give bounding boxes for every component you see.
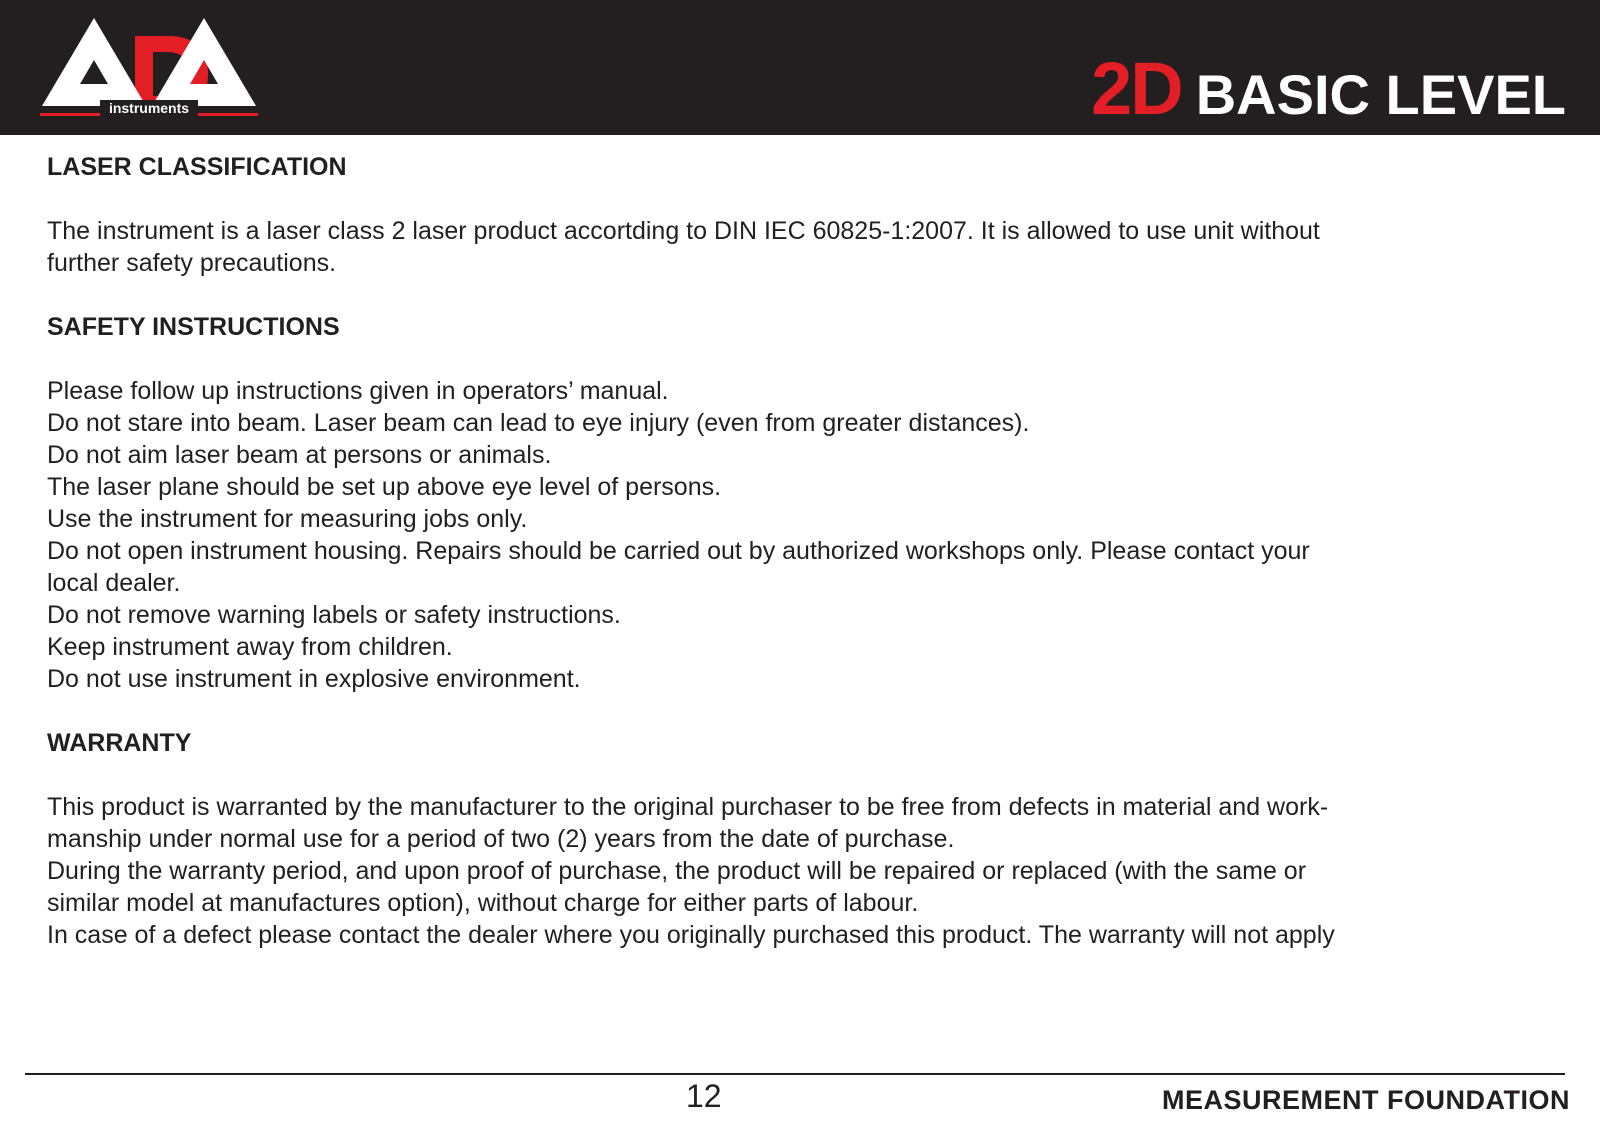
- text-line: Use the instrument for measuring jobs only.: [47, 505, 528, 533]
- text-line: Do not use instrument in explosive environment.: [47, 665, 581, 693]
- footer-brand-tagline: MEASUREMENT FOUNDATION: [1162, 1085, 1570, 1115]
- page-number: 12: [686, 1078, 722, 1114]
- text-line: local dealer.: [47, 569, 181, 597]
- text-line: similar model at manufactures option), without charge for either parts of labour.: [47, 889, 919, 917]
- safety-instructions-heading: SAFETY INSTRUCTIONS: [47, 313, 340, 341]
- text-line: Do not stare into beam. Laser beam can lead to eye injury (even from greater distances).: [47, 409, 1030, 437]
- product-title: [1091, 46, 1566, 131]
- text-line: Keep instrument away from children.: [47, 633, 453, 661]
- laser-classification-heading: LASER CLASSIFICATION: [47, 153, 347, 181]
- text-line: further safety precautions.: [47, 249, 337, 277]
- svg-text:instruments: instruments: [108, 100, 190, 116]
- page-content: [47, 151, 1507, 951]
- page-header: [0, 0, 1600, 135]
- text-line: Do not open instrument housing. Repairs should be carried out by authorized workshops only. Please contact your: [47, 537, 1310, 565]
- ada-instruments-logo: [40, 14, 258, 120]
- text-line: Do not remove warning labels or safety instructions.: [47, 601, 621, 629]
- text-line: The laser plane should be set up above eye level of persons.: [47, 473, 722, 501]
- product-model: 2D: [1091, 47, 1182, 130]
- text-line: In case of a defect please contact the dealer where you originally purchased this product. The warranty will not apply: [47, 921, 1335, 949]
- text-line: Please follow up instructions given in operators’ manual.: [47, 377, 669, 405]
- warranty-heading: WARRANTY: [47, 729, 192, 757]
- text-line: manship under normal use for a period of two (2) years from the date of purchase.: [47, 825, 955, 853]
- text-line: Do not aim laser beam at persons or animals.: [47, 441, 552, 469]
- footer-divider: [25, 1073, 1565, 1075]
- text-line: The instrument is a laser class 2 laser product accortding to DIN IEC 60825-1:2007. It is allowed to use unit without: [47, 217, 1320, 245]
- text-line: This product is warranted by the manufacturer to the original purchaser to be free from defects in material and work-: [47, 793, 1329, 821]
- text-line: During the warranty period, and upon proof of purchase, the product will be repaired or replaced (with the same or: [47, 857, 1307, 885]
- product-level: BASIC LEVEL: [1195, 63, 1566, 126]
